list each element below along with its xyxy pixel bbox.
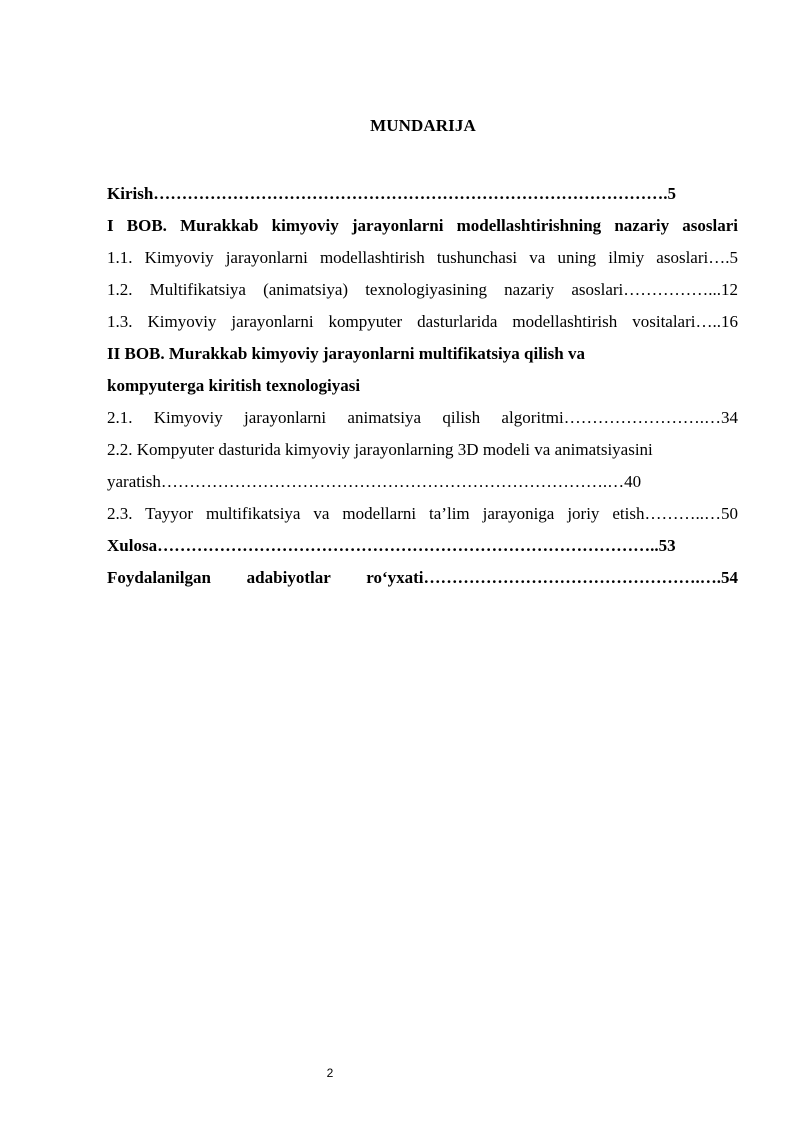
page-title: MUNDARIJA bbox=[370, 116, 476, 135]
toc-entry-1-1: 1.1. Kimyoviy jarayonlarni modellashtirish tushunchasi va uning ilmiy asoslari….5 bbox=[107, 248, 738, 267]
toc-entry-2-2-line1: 2.2. Kompyuter dasturida kimyoviy jarayonlarning 3D modeli va animatsiyasini bbox=[107, 440, 653, 459]
toc-entry-1-2: 1.2. Multifikatsiya (animatsiya) texnologiyasining nazariy asoslari……………...12 bbox=[107, 280, 738, 299]
toc-entry-2-1: 2.1. Kimyoviy jarayonlarni animatsiya qilish algoritmi…………………….…34 bbox=[107, 408, 738, 427]
toc-entry-2-3: 2.3. Tayyor multifikatsiya va modellarni ta’lim jarayoniga joriy etish………..…50 bbox=[107, 504, 738, 523]
toc-chapter-2-heading-line1: II BOB. Murakkab kimyoviy jarayonlarni multifikatsiya qilish va bbox=[107, 344, 585, 363]
page-number: 2 bbox=[326, 1066, 334, 1080]
toc-entry-adabiyotlar: Foydalanilgan adabiyotlar ro‘yxati………………………………………….….54 bbox=[107, 568, 738, 587]
toc-entry-2-2-line2: yaratish…………………………………………………………………….…40 bbox=[107, 472, 642, 491]
toc-entry-1-3: 1.3. Kimyoviy jarayonlarni kompyuter dasturlarida modellashtirish vositalari…..16 bbox=[107, 312, 738, 331]
table-of-contents bbox=[107, 178, 738, 594]
toc-chapter-2-heading-line2: kompyuterga kiritish texnologiyasi bbox=[107, 376, 361, 395]
toc-entry-xulosa: Xulosa……………………………………………………………………………..53 bbox=[107, 536, 676, 555]
toc-entry-kirish: Kirish……………………………………………………………………………….5 bbox=[107, 184, 677, 203]
toc-chapter-1-heading: I BOB. Murakkab kimyoviy jarayonlarni modellashtirishning nazariy asoslari bbox=[107, 216, 738, 235]
